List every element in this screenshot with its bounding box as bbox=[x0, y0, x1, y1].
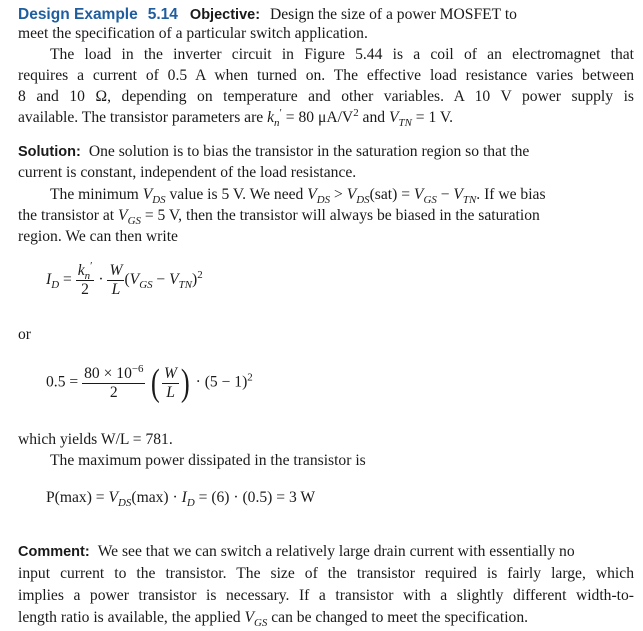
solution-line-5: region. We can then write bbox=[18, 228, 178, 245]
eq3-mid: (max) · bbox=[131, 489, 178, 506]
eq2-tail: · (5 − 1) bbox=[195, 373, 248, 391]
design-example-title: Design Example bbox=[18, 6, 138, 23]
max-power-text: The maximum power dissipated in the transistor is bbox=[50, 452, 366, 469]
solution-line-3-d: . If we bias bbox=[476, 186, 546, 203]
intro-line-1: The load in the inverter circuit in Figure 5.44 is a coil of an electromagnet that bbox=[50, 46, 634, 63]
intro-line-4-c: and bbox=[362, 109, 386, 126]
intro-line-3: 8 and 10 Ω, depending on temperature and other variables. A 10 V power supply is bbox=[18, 88, 634, 105]
solution-line-3-a: The minimum bbox=[50, 186, 139, 203]
comment-line-4-a: length ratio is available, the applied bbox=[18, 609, 241, 626]
solution-line-3-b: value is 5 V. We need bbox=[169, 186, 304, 203]
solution-line-4-b: = 5 V, then the transistor will always be biased in the saturation bbox=[144, 207, 540, 224]
intro-line-4: available. The transistor parameters are $k_n' = 80$ $\mu A/V^2$ and $V_{TN} = 1$ V. bbox=[18, 107, 454, 129]
eq2-denominator: 2 bbox=[82, 383, 145, 402]
solution-line-2: current is constant, independent of the load resistance. bbox=[18, 164, 357, 181]
or-text: or bbox=[18, 326, 31, 343]
eq2-exponent: −6 bbox=[131, 362, 144, 375]
solution-text-1: One solution is to bias the transistor in the saturation region so that the bbox=[88, 143, 530, 160]
comment-line-3: implies a power transistor is necessary. If a transistor with a slightly different width-to- bbox=[18, 587, 634, 604]
eq3-lhs: P(max) = bbox=[46, 489, 105, 506]
intro-line-4-b: = 80 μA/V bbox=[285, 109, 354, 126]
objective-text: Design the size of a power MOSFET to bbox=[269, 6, 517, 23]
equation-power: $P(\max) = V_{DS}(\max) \cdot I_D = (6) \cdot (0.5) = 3$ W bbox=[46, 489, 316, 509]
objective-line-2: meet the specification of a particular switch application. bbox=[18, 25, 368, 42]
intro-line-4-d: = 1 V. bbox=[415, 109, 454, 126]
solution-line-4-a: the transistor at bbox=[18, 207, 115, 224]
intro-line-4-a: available. The transistor parameters are bbox=[18, 109, 264, 126]
solution-line-3-c: (sat) = bbox=[369, 186, 411, 203]
objective-label: Objective: bbox=[189, 7, 261, 23]
intro-line-2: requires a current of 0.5 A when turned on. The effective load resistance varies between bbox=[18, 67, 634, 84]
yields-text: which yields W/L = 781. bbox=[18, 431, 173, 448]
comment-line-4-b: can be changed to meet the specification. bbox=[271, 609, 529, 626]
solution-line-3: The minimum $V_{DS}$ value is 5 V. We need $V_{DS} > V_{DS}(sat) = V_{GS} - V_{TN}$. If we bias bbox=[50, 186, 546, 206]
eq2-numerator: 80 × 10 bbox=[84, 364, 132, 382]
equation-numeric: 0.5 = $\frac{80 \times 10^{-6}}{2}$ ( $\frac{W}{L}$ ) · $(5 - 1)^2$ bbox=[46, 362, 253, 404]
design-example-header bbox=[18, 5, 634, 25]
comment-text-1: We see that we can switch a relatively large drain current with essentially no bbox=[97, 543, 575, 560]
solution-label: Solution: bbox=[18, 144, 81, 160]
comment-line-2: input current to the transistor. The size of the transistor required is fairly large, which bbox=[18, 565, 634, 582]
solution-line-1 bbox=[18, 142, 634, 162]
eq2-lhs: 0.5 = bbox=[46, 373, 79, 391]
design-example-number: 5.14 bbox=[147, 6, 178, 23]
eq3-rhs: = (6) · (0.5) = 3 W bbox=[198, 489, 316, 506]
equation-drain-current: $I_D$ = $\frac{k_n'}{2}$ · $\frac{W}{L}$ $(V_{GS} - V_{TN})^2$ bbox=[46, 260, 203, 298]
solution-line-4: the transistor at $V_{GS} = 5$ V, then the transistor will always be biased in the saturation bbox=[18, 207, 540, 227]
comment-line-1 bbox=[18, 542, 634, 562]
comment-label: Comment: bbox=[18, 544, 90, 560]
comment-line-4: length ratio is available, the applied $V_{GS}$ can be changed to meet the specification. bbox=[18, 609, 529, 629]
